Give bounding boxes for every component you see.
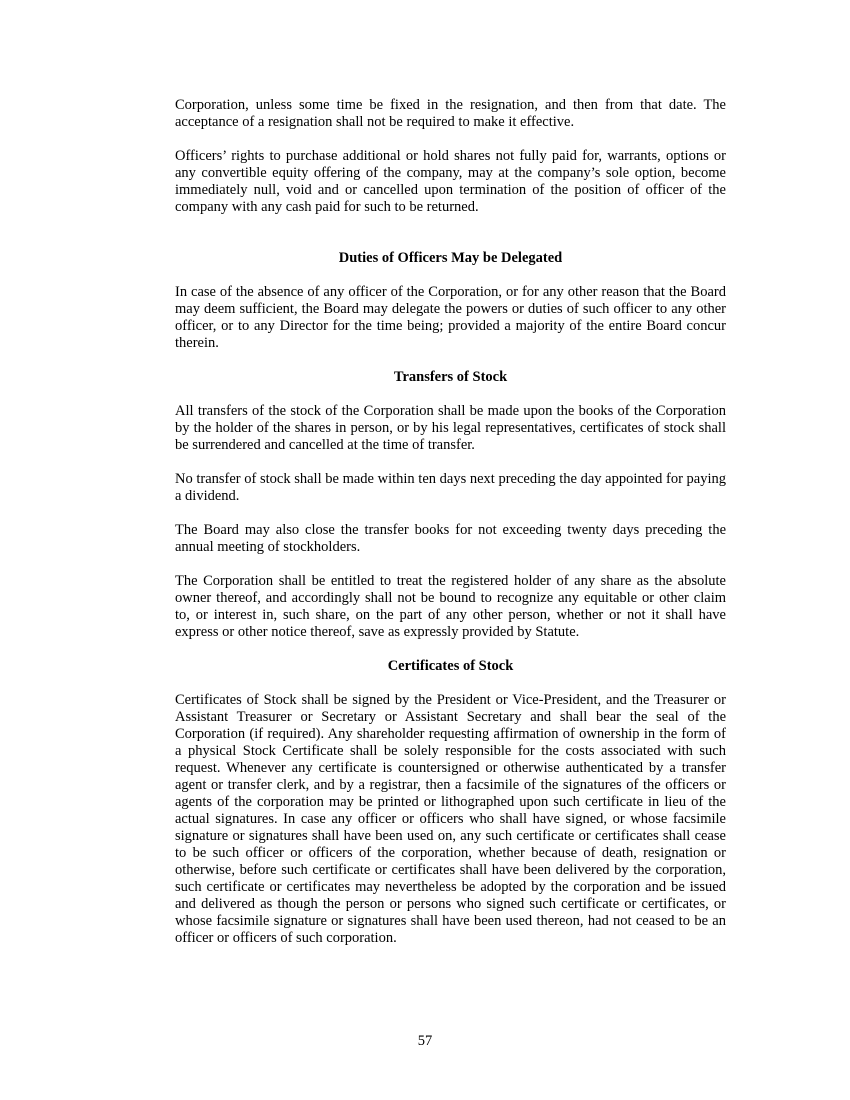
section-heading-transfers: Transfers of Stock xyxy=(393,369,508,385)
registered-holder-paragraph: The Corporation shall be entitled to treat the registered holder of any share as the absolute owner thereof, and accordingly shall not be bound to recognize any equitable or other claim to, or interest in, such share, on the part of any other person, whether or not it shall have express or other notice thereof, save as expressly provided by Statute. xyxy=(175,573,726,640)
no-transfer-paragraph: No transfer of stock shall be made within ten days next preceding the day appointed for paying a dividend. xyxy=(175,471,726,504)
transfers-paragraph: All transfers of the stock of the Corporation shall be made upon the books of the Corporation by the holder of the shares in person, or by his legal representatives, certificates of stock shall be surrendered and cancelled at the time of transfer. xyxy=(175,403,726,453)
certificates-paragraph: Certificates of Stock shall be signed by the President or Vice-President, and the Treasurer or Assistant Treasurer or Secretary or Assistant Secretary and shall bear the seal of the Corporation (if required). Any shareholder requesting affirmation of ownership in the form of a physical Stock Certificate shall be solely responsible for the costs associated with such request. Whenever any certificate is countersigned or otherwise authenticated by a transfer agent or transfer clerk, and by a registrar, then a facsimile of the signatures of the officers or agents of the corporation may be printed or lithographed upon such certificate in lieu of the actual signatures. In case any officer or officers who shall have signed, or whose facsimile signature or signatures shall have been used on, any such certificate or certificates shall cease to be such officer or officers of the corporation, whether because of death, resignation or otherwise, before such certificate or certificates shall have been delivered by the corporation, such certificate or certificates may nevertheless be adopted by the corporation and be issued and delivered as though the person or persons who signed such certificate or certificates, or whose facsimile signature or signatures shall have been used thereon, had not ceased to be an officer or officers of such corporation. xyxy=(175,692,726,946)
delegation-paragraph: In case of the absence of any officer of the Corporation, or for any other reason that the Board may deem sufficient, the Board may delegate the powers or duties of such officer to any other officer, or to any Director for the time being; provided a majority of the entire Board concur therein. xyxy=(175,284,726,351)
officers-rights-paragraph: Officers’ rights to purchase additional or hold shares not fully paid for, warrants, options or any convertible equity offering of the company, may at the company’s sole option, become immediately null, void and or cancelled upon termination of the position of officer of the company with any cash paid for such to be returned. xyxy=(175,148,726,215)
section-heading-certificates: Certificates of Stock xyxy=(387,658,514,674)
section-heading-duties: Duties of Officers May be Delegated xyxy=(338,250,563,266)
page-number: 57 xyxy=(417,1033,433,1049)
close-books-paragraph: The Board may also close the transfer books for not exceeding twenty days preceding the annual meeting of stockholders. xyxy=(175,522,726,555)
document-body xyxy=(175,97,726,947)
resignation-paragraph: Corporation, unless some time be fixed in the resignation, and then from that date. The acceptance of a resignation shall not be required to make it effective. xyxy=(175,97,726,130)
